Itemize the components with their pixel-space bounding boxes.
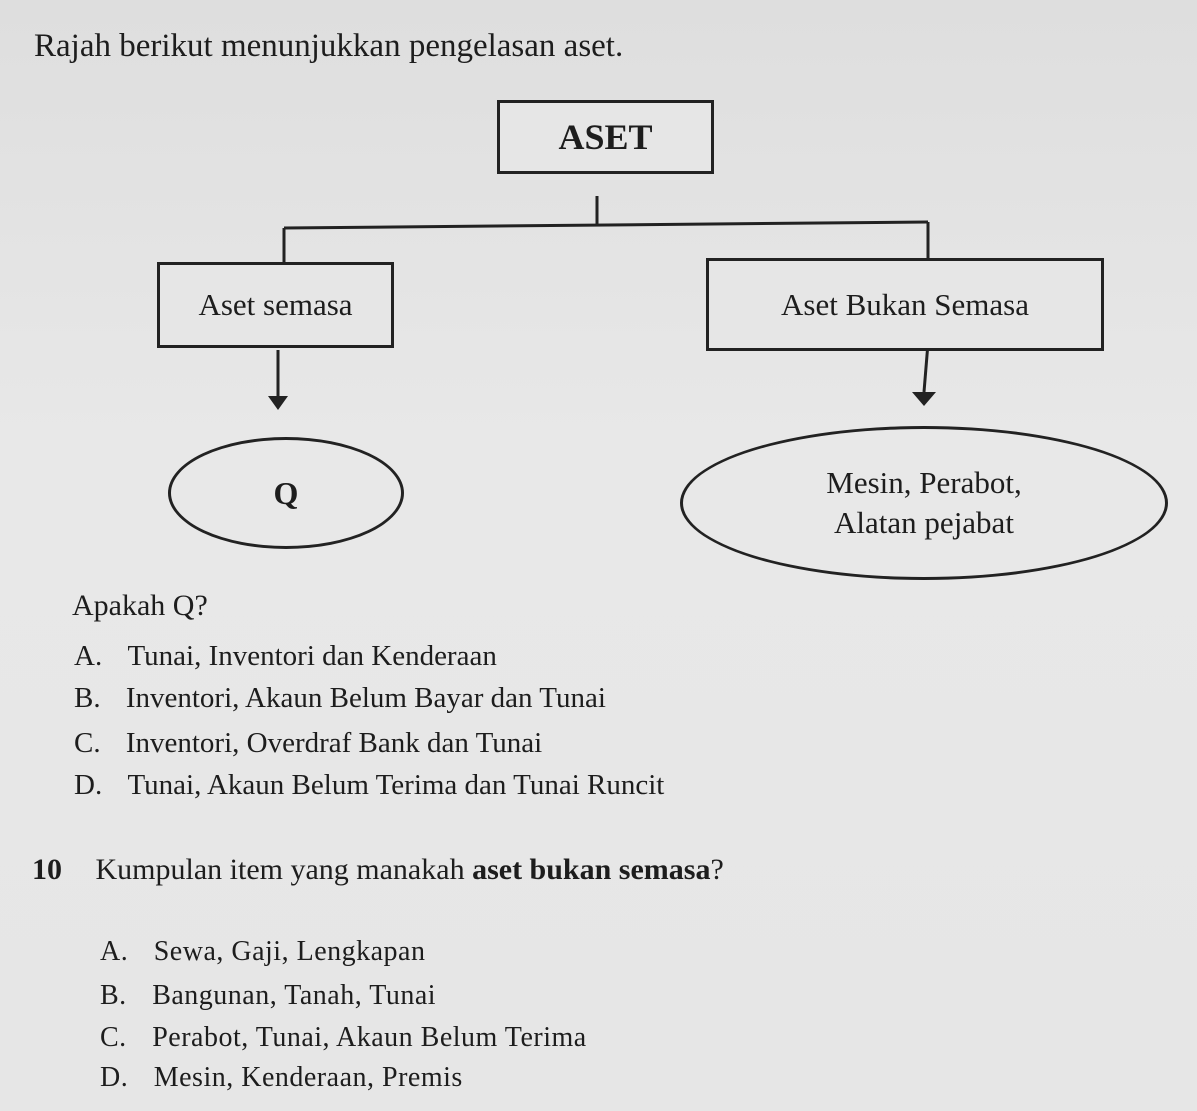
q10-option-c <box>100 1024 587 1052</box>
aset-bukan-semasa-label: Aset Bukan Semasa <box>781 286 1029 322</box>
option-letter: B. <box>100 980 127 1011</box>
q9-question: Apakah Q? <box>72 589 208 622</box>
examples-ellipse <box>680 426 1168 580</box>
q10-option-d <box>100 1064 463 1092</box>
q-ellipse <box>168 437 404 549</box>
aset-semasa-label: Aset semasa <box>198 287 353 322</box>
aset-box <box>497 100 714 174</box>
q10-option-a <box>100 938 425 966</box>
q9-option-b <box>74 684 606 713</box>
q10-option-b <box>100 982 436 1010</box>
aset-bukan-semasa-box <box>706 258 1104 351</box>
examples-line-1: Mesin, Perabot, <box>826 464 1022 500</box>
option-text: Mesin, Kenderaan, Premis <box>153 1062 463 1093</box>
q10-question-end: ? <box>710 853 724 886</box>
q10-question-plain: Kumpulan item yang manakah <box>95 853 465 886</box>
option-text: Sewa, Gaji, Lengkapan <box>153 936 426 967</box>
option-letter: D. <box>100 1062 129 1093</box>
option-text: Tunai, Inventori dan Kenderaan <box>127 640 497 672</box>
q10-number: 10 <box>32 853 62 886</box>
option-text: Bangunan, Tanah, Tunai <box>152 980 437 1011</box>
q10-question-bold: aset bukan semasa <box>472 853 711 886</box>
option-letter: D. <box>74 769 103 801</box>
aset-semasa-box <box>157 262 394 348</box>
q9-option-d <box>74 771 664 800</box>
q9-option-a <box>74 642 497 671</box>
examples-line-2: Alatan pejabat <box>834 505 1014 540</box>
option-letter: B. <box>74 682 101 714</box>
q9-option-c <box>74 729 542 758</box>
option-text: Inventori, Akaun Belum Bayar dan Tunai <box>125 682 606 714</box>
intro-text: Rajah berikut menunjukkan pengelasan aset. <box>34 28 624 64</box>
option-text: Perabot, Tunai, Akaun Belum Terima <box>152 1022 587 1053</box>
option-letter: A. <box>74 640 103 672</box>
option-letter: C. <box>74 727 101 759</box>
option-letter: A. <box>100 936 129 967</box>
q-label: Q <box>273 474 299 511</box>
option-letter: C. <box>100 1022 127 1053</box>
aset-label: ASET <box>558 117 653 157</box>
option-text: Tunai, Akaun Belum Terima dan Tunai Runcit <box>127 769 665 801</box>
option-text: Inventori, Overdraf Bank dan Tunai <box>125 727 543 759</box>
q10-question <box>32 855 724 885</box>
